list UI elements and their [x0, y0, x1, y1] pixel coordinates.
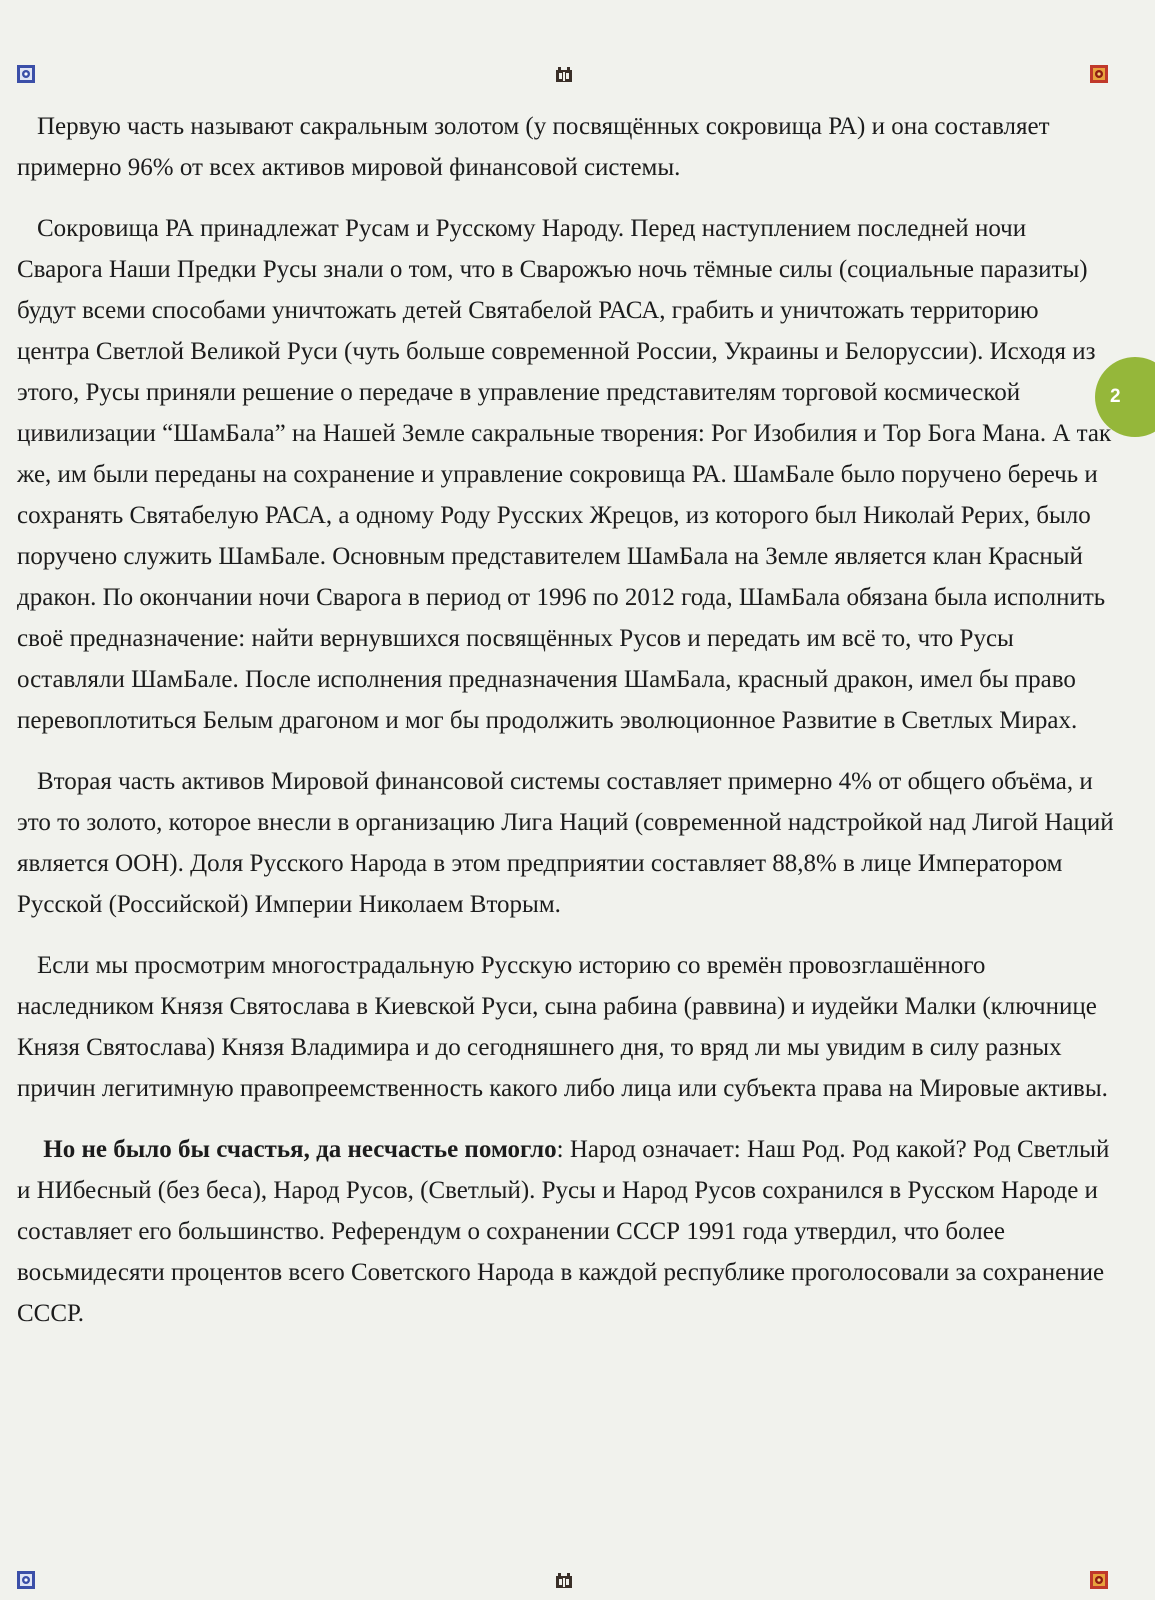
paragraph-text: Первую часть называют сакральным золотом (у посвящённых сокровища РА) и она составляет примерно 96% от всех активов мировой финансовой системы. — [17, 113, 1050, 181]
paragraph — [17, 945, 1117, 1109]
red-square-ornament-icon — [1090, 65, 1108, 83]
blue-square-ornament-icon — [17, 1571, 35, 1589]
paragraph — [17, 106, 1117, 188]
paragraph — [17, 761, 1117, 925]
paragraph-text: : Народ означает: Наш Род. Род какой? Род Светлый и НИбесный (без беса), Народ Русов, (Светлый). Русы и Народ Русов сохранился в Русском Народе и составляет его большинство. Референдум о сохранении СССР 1991 года утвердил, что более восьмидесяти процентов всего Советского Народа в каждой республике проголосовали за сохранение СССР. — [17, 1136, 1110, 1327]
paragraph — [17, 208, 1117, 741]
paragraph-text: Вторая часть активов Мировой финансовой системы составляет примерно 4% от общего объёма, и это то золото, которое внесли в организацию Лига Наций (современной надстройкой над Лигой Наций является ООН). Доля Русского Народа в этом предприятии составляет 88,8% в лице Императором Русской (Российской) Империи Николаем Вторым. — [17, 768, 1114, 918]
paragraph — [17, 1129, 1117, 1334]
dark-emblem-icon — [555, 66, 573, 84]
page-number: 2 — [1110, 386, 1121, 407]
blue-square-ornament-icon — [17, 65, 35, 83]
red-square-ornament-icon — [1090, 1571, 1108, 1589]
paragraph-text: Если мы просмотрим многострадальную Русскую историю со времён провозглашённого наследником Князя Святослава в Киевской Руси, сына рабина (раввина) и иудейки Малки (ключнице Князя Святослава) Князя Владимира и до сегодняшнего дня, то вряд ли мы увидим в силу разных причин легитимную правопреемственность какого либо лица или субъекта права на Мировые активы. — [17, 952, 1108, 1102]
paragraph-text: Сокровища РА принадлежат Русам и Русскому Народу. Перед наступлением последней ночи Сварога Наши Предки Русы знали о том, что в Сварожъю ночь тёмные силы (социальные паразиты) будут всеми способами уничтожать детей Святабелой РАСА, грабить и уничтожать территорию центра Светлой Великой Руси (чуть больше современной России, Украины и Белоруссии). Исходя из этого, Русы приняли решение о передаче в управление представителям торговой космической цивилизации “ШамБала” на Нашей Земле сакральные творения: Рог Изобилия и Тор Бога Мана. А так же, им были переданы на сохранение и управление сокровища РА. ШамБале было поручено беречь и сохранять Святабелую РАСА, а одному Роду Русских Жрецов, из которого был Николай Рерих, было поручено служить ШамБале. Основным представителем ШамБала на Земле является клан Красный дракон. По окончании ночи Сварога в период от 1996 по 2012 года, ШамБала обязана была исполнить своё предназначение: найти вернувшихся посвящённых Русов и передать им всё то, что Русы оставляли ШамБале. После исполнения предназначения ШамБала, красный дракон, имел бы право перевоплотиться Белым драгоном и мог бы продолжить эволюционное Развитие в Светлых Мирах. — [17, 215, 1112, 734]
document-body — [17, 106, 1117, 1354]
dark-emblem-icon — [555, 1572, 573, 1590]
paragraph-bold-lead: Но не было бы счастья, да несчастье помогло — [43, 1136, 557, 1163]
